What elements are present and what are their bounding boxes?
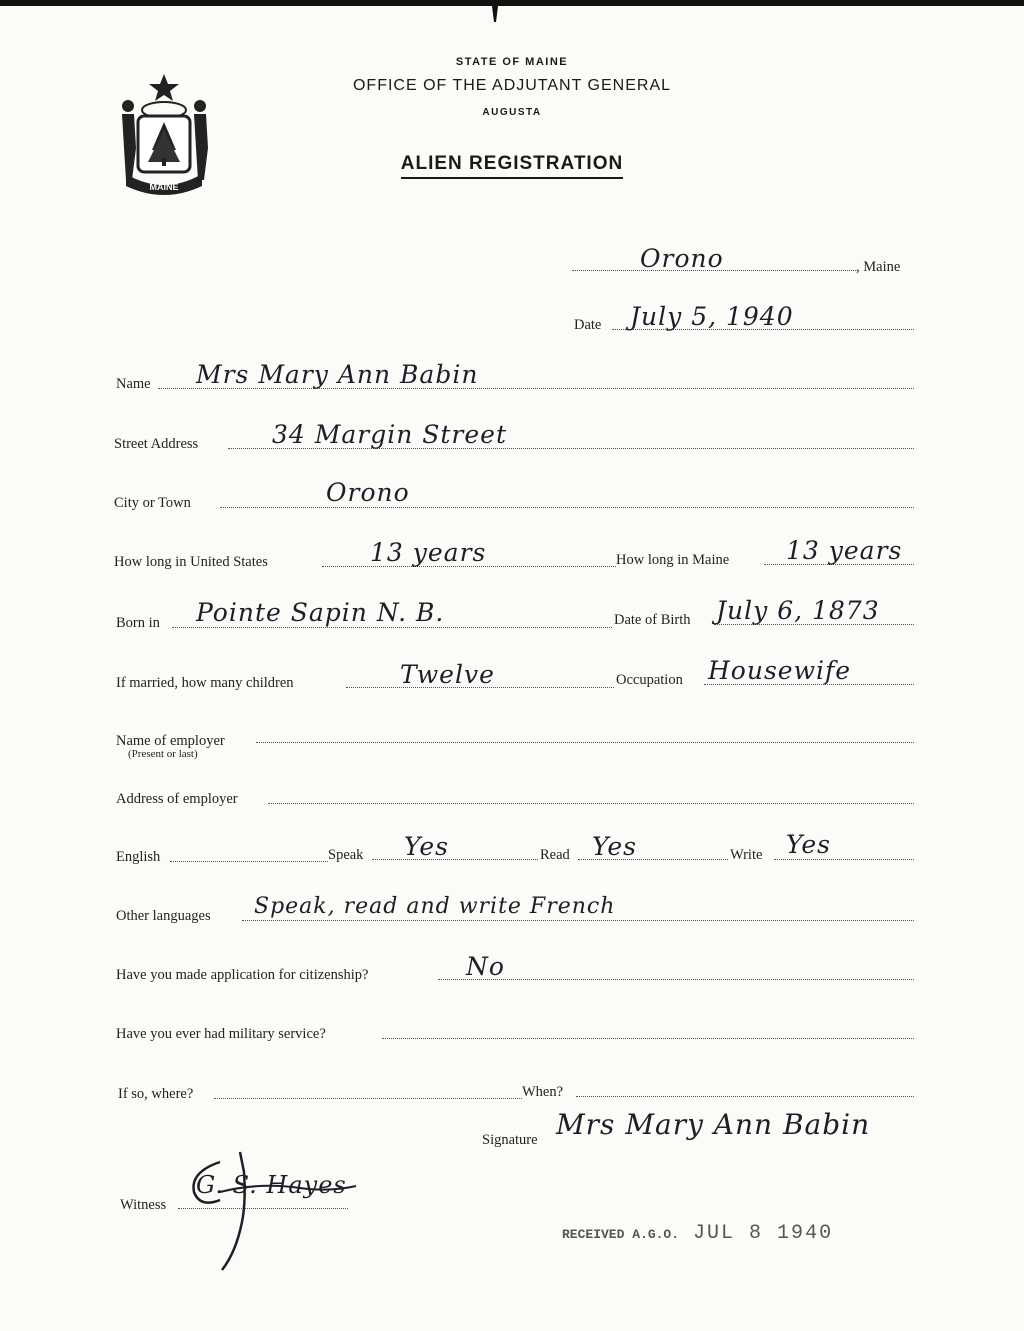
seal-text: MAINE xyxy=(149,182,179,192)
name-label: Name xyxy=(116,376,151,392)
occupation-value: Housewife xyxy=(708,656,852,685)
if-so-where-label: If so, where? xyxy=(118,1086,194,1102)
other-languages-label: Other languages xyxy=(116,908,211,924)
english-label: English xyxy=(116,849,161,865)
witness-value: G. S. Hayes xyxy=(196,1171,347,1199)
town-value: Orono xyxy=(640,244,724,273)
military-line xyxy=(382,1038,914,1039)
header-state: STATE OF MAINE xyxy=(455,56,569,68)
how-long-maine-label: How long in Maine xyxy=(616,552,730,568)
date-value: July 5, 1940 xyxy=(630,302,794,331)
children-value: Twelve xyxy=(400,660,495,689)
if-so-where-line xyxy=(214,1098,522,1099)
english-line xyxy=(170,861,328,862)
how-long-us-label: How long in United States xyxy=(114,554,268,570)
date-of-birth-label: Date of Birth xyxy=(614,612,691,628)
signature-label: Signature xyxy=(482,1132,538,1148)
when-line xyxy=(576,1096,914,1097)
employer-name-note: (Present or last) xyxy=(128,748,198,760)
how-long-us-value: 13 years xyxy=(370,538,487,567)
date-label: Date xyxy=(574,317,602,333)
witness-label: Witness xyxy=(120,1197,167,1213)
header-city: AUGUSTA xyxy=(482,107,542,118)
occupation-label: Occupation xyxy=(616,672,683,688)
employer-name-label: Name of employer xyxy=(116,733,225,749)
employer-name-line xyxy=(256,742,914,743)
children-label: If married, how many children xyxy=(116,675,294,691)
city-line xyxy=(220,507,914,508)
employer-address-label: Address of employer xyxy=(116,791,238,807)
street-address-label: Street Address xyxy=(114,436,199,452)
employer-address-line xyxy=(268,803,914,804)
top-border xyxy=(0,0,1024,6)
how-long-maine-value: 13 years xyxy=(786,536,903,565)
city-label: City or Town xyxy=(114,495,191,511)
witness-signature-mark xyxy=(180,1142,380,1282)
military-label: Have you ever had military service? xyxy=(116,1026,326,1042)
header-office: OFFICE OF THE ADJUTANT GENERAL xyxy=(352,77,672,94)
speak-value: Yes xyxy=(404,832,449,861)
born-in-value: Pointe Sapin N. B. xyxy=(196,598,445,627)
citizenship-label: Have you made application for citizenship? xyxy=(116,967,369,983)
speak-label: Speak xyxy=(328,847,364,863)
form-title xyxy=(0,153,1024,175)
when-label: When? xyxy=(522,1084,564,1100)
write-value: Yes xyxy=(786,830,831,859)
other-languages-value: Speak, read and write French xyxy=(254,894,616,919)
received-stamp xyxy=(562,1222,833,1245)
born-in-label: Born in xyxy=(116,615,160,631)
punch-mark-icon xyxy=(491,4,499,24)
received-stamp-text: RECEIVED A.G.O. xyxy=(562,1227,680,1242)
form-title-text: ALIEN REGISTRATION xyxy=(401,153,623,179)
maine-label: , Maine xyxy=(856,259,901,275)
city-value: Orono xyxy=(326,478,410,507)
date-of-birth-value: July 6, 1873 xyxy=(716,596,880,625)
write-label: Write xyxy=(730,847,763,863)
signature-value: Mrs Mary Ann Babin xyxy=(556,1108,871,1141)
speak-line xyxy=(372,859,538,860)
read-label: Read xyxy=(540,847,570,863)
name-value: Mrs Mary Ann Babin xyxy=(196,360,479,389)
read-value: Yes xyxy=(592,832,637,861)
received-stamp-date: JUL 8 1940 xyxy=(693,1222,834,1245)
street-address-value: 34 Margin Street xyxy=(272,420,508,449)
citizenship-line xyxy=(438,979,914,980)
citizenship-value: No xyxy=(466,952,505,981)
